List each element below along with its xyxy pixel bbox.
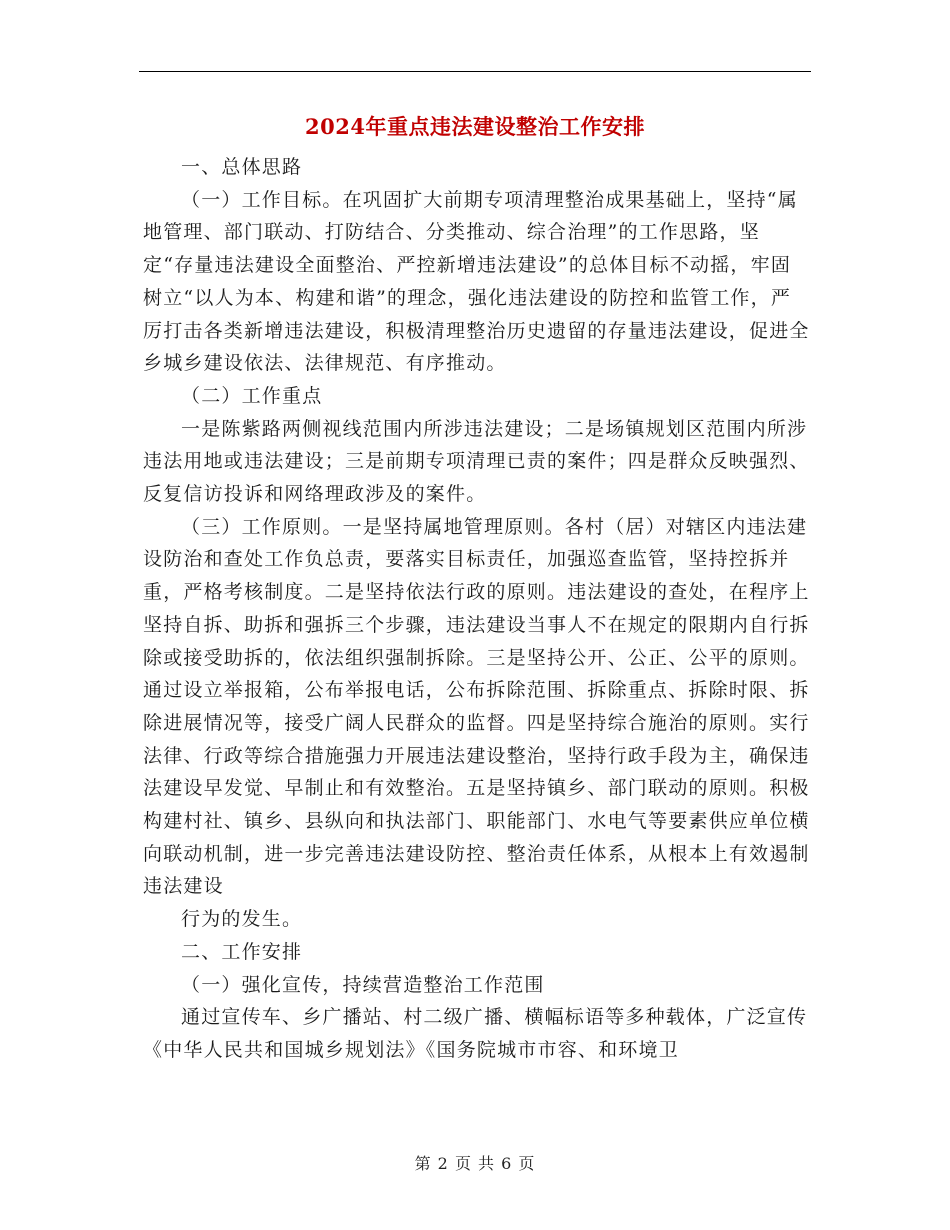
header-rule xyxy=(139,71,811,72)
page-footer: 第 2 页 共 6 页 xyxy=(414,1154,536,1173)
paragraph: 行为的发生。 xyxy=(181,908,303,931)
subsection-heading: （二）工作重点 xyxy=(181,384,323,407)
paragraph: 一是陈紫路两侧视线范围内所涉违法建设；二是场镇规划区范围内所涉违法用地或违法建设；三是前期专项清理已责的案件；四是群众反映强烈、反复信访投诉和网络理政涉及的案件。 xyxy=(143,417,810,506)
paragraph: 通过宣传车、乡广播站、村二级广播、横幅标语等多种载体，广泛宣传《中华人民共和国城乡规划法》《国务院城市市容、和环境卫 xyxy=(143,1006,808,1061)
section-heading: 一、总体思路 xyxy=(181,156,303,178)
section-heading: 二、工作安排 xyxy=(181,940,303,963)
document-title: 2024年重点违法建设整治工作安排 xyxy=(305,114,645,139)
document-body xyxy=(143,151,811,1067)
subsection-heading: （一）强化宣传，持续营造整治工作范围 xyxy=(181,973,545,996)
paragraph: （一）工作目标。在巩固扩大前期专项清理整治成果基础上，坚持“属地管理、部门联动、打防结合、分类推动、综合治理”的工作思路，坚定“存量违法建设全面整治、严控新增违法建设”的总体目标不动摇，牢固树立“以人为本、构建和谐”的理念，强化违法建设的防控和监管工作，严厉打击各类新增违法建设，积极清理整治历史遗留的存量违法建设，促进全乡城乡建设依法、法律规范、有序推动。 xyxy=(143,188,810,375)
paragraph: （三）工作原则。一是坚持属地管理原则。各村（居）对辖区内违法建设防治和查处工作负总责，要落实目标责任，加强巡查监管，坚持控拆并重，严格考核制度。二是坚持依法行政的原则。违法建设的查处，在程序上坚持自拆、助拆和强拆三个步骤，违法建设当事人不在规定的限期内自行拆除或接受助拆的，依法组织强制拆除。三是坚持公开、公正、公平的原则。通过设立举报箱，公布举报电话，公布拆除范围、拆除重点、拆除时限、拆除进展情况等，接受广阔人民群众的监督。四是坚持综合施治的原则。实行法律、行政等综合措施强力开展违法建设整治，坚持行政手段为主，确保违法建设早发觉、早制止和有效整治。五是坚持镇乡、部门联动的原则。积极构建村社、镇乡、县纵向和执法部门、职能部门、水电气等要素供应单位横向联动机制，进一步完善违法建设防控、整治责任体系，从根本上有效遏制违法建设 xyxy=(143,515,810,898)
